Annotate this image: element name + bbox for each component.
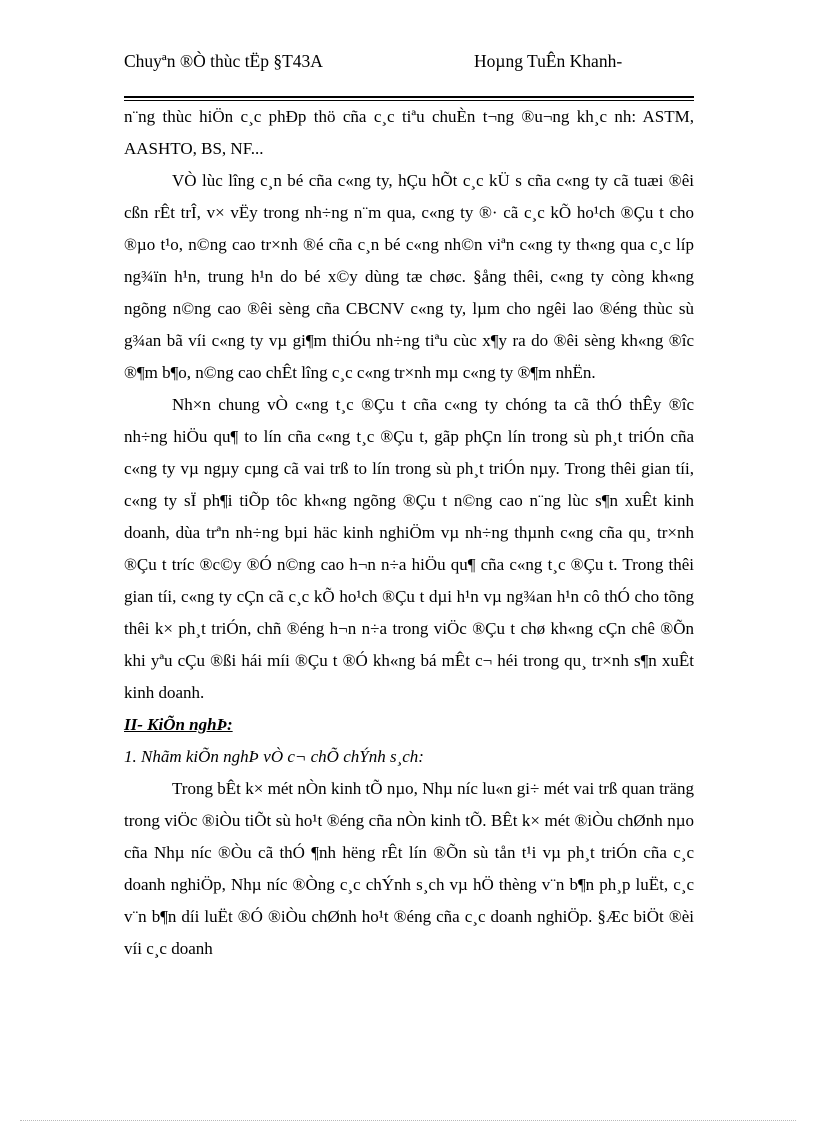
subsection-heading: 1. Nhãm kiÕn nghÞ vÒ c¬ chÕ chÝnh s¸ch: [124, 747, 424, 766]
paragraph-continuation: n¨ng thùc hiÖn c¸c phÐp thö cña c¸c tiªu chuÈn t¬ng ®u¬ng kh¸c nh: ASTM, AASHTO, BS, NF... [124, 107, 694, 158]
section-heading [124, 709, 694, 741]
paragraph-investment: Nh×n chung vÒ c«ng t¸c ®Çu t cña c«ng ty chóng ta cã thÓ thÊy ®îc nh÷ng hiÖu qu¶ to lín cña c«ng t¸c ®Çu t, gãp phÇn lín trong sù ph¸t triÓn cña c«ng ty vµ ngµy cµng cã vai trß to lín trong sù ph¸t triÓn nµy. Trong thêi gian tíi, c«ng ty sÏ ph¶i tiÕp tôc kh«ng ngõng ®Çu t n©ng cao n¨ng lùc s¶n xuÊt kinh doanh, dùa trªn nh÷ng bµi häc kinh nghiÖm vµ nh÷ng thµnh c«ng cña qu¸ tr×nh ®Çu t tríc ®c©y ®Ó n©ng cao h¬n n÷a hiÖu qu¶ cña c«ng t¸c ®Çu t. Trong thêi gian tíi, c«ng ty cÇn cã c¸c kÕ ho¹ch ®Çu t dµi h¹n vµ ng¾an h¹n cô thÓ cho tõng thêi k× ph¸t triÓn, chñ ®éng h¬n n÷a trong viÖc ®Çu t chø kh«ng cÇn chê ®Õn khi yªu cÇu ®ßi hái míi ®Çu t ®Ó kh«ng bá mÊt c¬ héi trong qu¸ tr×nh s¶n xuÊt kinh doanh. [124, 395, 694, 702]
paragraph-staff: VÒ lùc lîng c¸n bé cña c«ng ty, hÇu hÕt c¸c kÜ s cña c«ng ty cã tuæi ®êi cßn rÊt trÎ, v× vËy trong nh÷ng n¨m qua, c«ng ty ®· cã c¸c kÕ ho¹ch ®Çu t cho ®µo t¹o, n©ng cao tr×nh ®é cña c¸n bé c«ng nh©n viªn c«ng ty th«ng qua c¸c líp ng¾ïn h¹n, trung h¹n do bé x©y dùng tæ chøc. §ång thêi, c«ng ty còng kh«ng ngõng n©ng cao ®êi sèng cña CBCNV c«ng ty, lµm cho ngêi lao ®éng thùc sù g¾an bã víi c«ng ty vµ gi¶m thiÓu nh÷ng tiªu cùc x¶y ra do ®êi sèng kh«ng ®îc ®¶m b¶o, n©ng cao chÊt lîng c¸c c«ng tr×nh mµ c«ng ty ®¶m nhËn. [124, 171, 694, 382]
header-document-title: Chuyªn ®Ò thùc tËp §T43A [124, 51, 323, 71]
page-body [124, 101, 694, 965]
header-author: Hoµng TuÊn Khanh- [474, 51, 623, 71]
paragraph-policy: Trong bÊt k× mét nÒn kinh tÕ nµo, Nhµ níc lu«n gi÷ mét vai trß quan träng trong viÖc ®iÒu tiÕt sù ho¹t ®éng cña nÒn kinh tÕ. BÊt k× mét ®iÒu chØnh nµo cña Nhµ níc ®Òu cã thÓ ¶nh hëng rÊt lín ®Õn sù tån t¹i vµ ph¸t triÓn cña c¸c doanh nghiÖp, Nhµ níc ®Òng c¸c chÝnh s¸ch vµ hÖ thèng v¨n b¶n ph¸p luËt, c¸c v¨n b¶n díi luËt ®Ó ®iÒu chØnh ho¹t ®éng cña c¸c doanh nghiÖp. §Æc biÖt ®èi víi c¸c doanh [124, 779, 694, 958]
section-heading-text: II- KiÕn nghÞ: [124, 715, 233, 734]
header-rule-thick [124, 96, 694, 98]
page-bottom-border [20, 1120, 796, 1121]
